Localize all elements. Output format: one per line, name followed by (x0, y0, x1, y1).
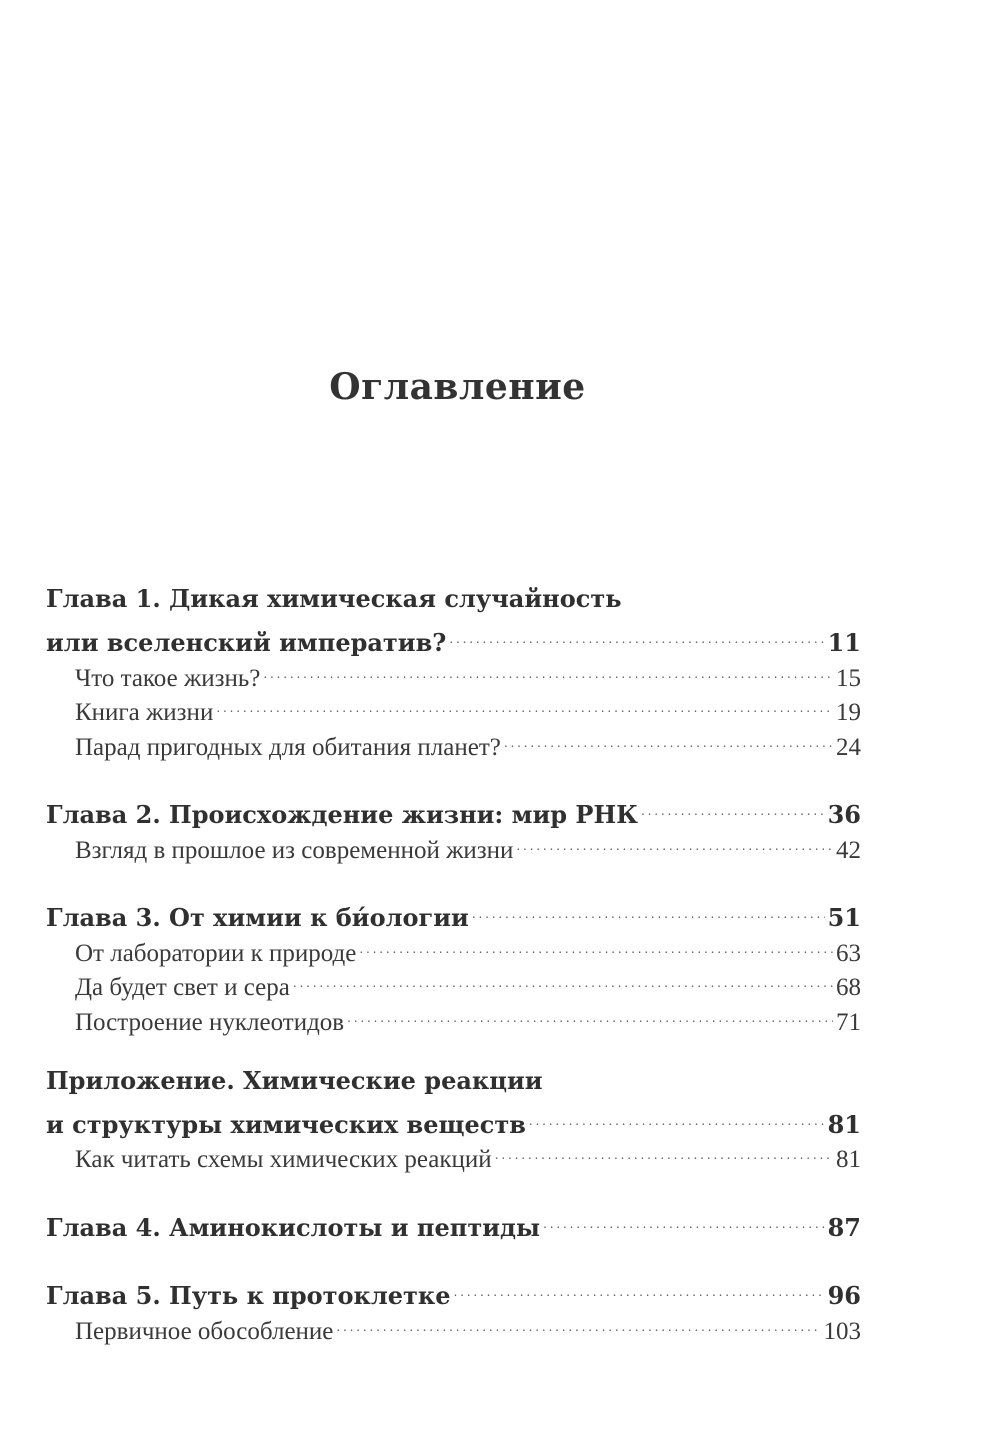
chapter-title: и структуры химических веществ (46, 1109, 526, 1139)
toc-entry[interactable] (46, 1270, 861, 1310)
page-number: 103 (823, 1317, 861, 1345)
page-number: 71 (836, 1008, 861, 1036)
page-number: 24 (836, 733, 861, 761)
toc-chapter-3 (46, 892, 861, 1036)
dot-leader (449, 617, 824, 652)
section-title: От лаборатории к природе (75, 939, 357, 967)
page-number: 51 (827, 903, 861, 932)
toc-entry[interactable] (46, 1098, 861, 1139)
section-title: Как читать схемы химических реакций (75, 1146, 492, 1173)
dot-leader (504, 720, 833, 755)
chapter-title: Глава 4. Аминокислоты и пептиды (46, 1212, 541, 1242)
page-number: 68 (836, 974, 861, 1001)
toc-entry[interactable] (46, 617, 861, 657)
page-number: 81 (827, 1109, 861, 1139)
section-title: Да будет свет и сера (75, 974, 290, 1001)
toc-appendix (46, 1064, 861, 1173)
dot-leader (347, 995, 833, 1030)
page-number: 96 (827, 1281, 861, 1310)
page-number: 19 (836, 699, 861, 726)
toc-chapter-5 (46, 1270, 861, 1345)
dot-leader (641, 789, 825, 824)
page-number: 42 (836, 836, 861, 864)
toc-entry[interactable] (46, 1201, 861, 1242)
page-number: 15 (836, 664, 861, 692)
page-number: 81 (836, 1146, 861, 1173)
chapter-title: или вселенский императив? (46, 628, 447, 657)
toc-chapter-2 (46, 789, 861, 864)
page-number: 11 (827, 628, 861, 657)
dot-leader (529, 1098, 825, 1133)
chapter-title: Глава 2. Происхождение жизни: мир РНК (46, 800, 638, 829)
section-title: Что такое жизнь? (75, 664, 261, 692)
chapter-title: Глава 5. Путь к протоклетке (46, 1281, 451, 1310)
dot-leader (472, 892, 825, 927)
section-title: Первичное обособление (75, 1317, 334, 1345)
toc-entry[interactable] (46, 892, 861, 932)
section-title: Взгляд в прошлое из современной жизни (75, 836, 514, 864)
dot-leader (454, 1270, 825, 1305)
table-of-contents (46, 582, 861, 1373)
page-number: 36 (827, 800, 861, 829)
page-title: Оглавление (329, 366, 586, 408)
dot-leader (495, 1133, 833, 1168)
dot-leader (216, 686, 833, 721)
dot-leader (293, 961, 833, 996)
toc-entry[interactable] (46, 789, 861, 829)
dot-leader (336, 1304, 820, 1339)
dot-leader (516, 823, 833, 858)
page-number: 63 (836, 939, 861, 967)
dot-leader (263, 651, 833, 686)
dot-leader (359, 926, 833, 961)
toc-chapter-4 (46, 1201, 861, 1242)
page-number: 87 (827, 1212, 861, 1242)
section-title: Книга жизни (75, 699, 214, 726)
chapter-title-line: Глава 1. Дикая химическая случайность (46, 584, 622, 613)
chapter-title-line: Приложение. Химические реакции (46, 1065, 543, 1095)
section-title: Парад пригодных для обитания планет? (75, 733, 501, 761)
dot-leader (543, 1201, 825, 1236)
toc-chapter-1 (46, 582, 861, 761)
section-title: Построение нуклеотидов (75, 1008, 345, 1036)
chapter-title: Глава 3. От химии к би́ологии (46, 903, 469, 932)
